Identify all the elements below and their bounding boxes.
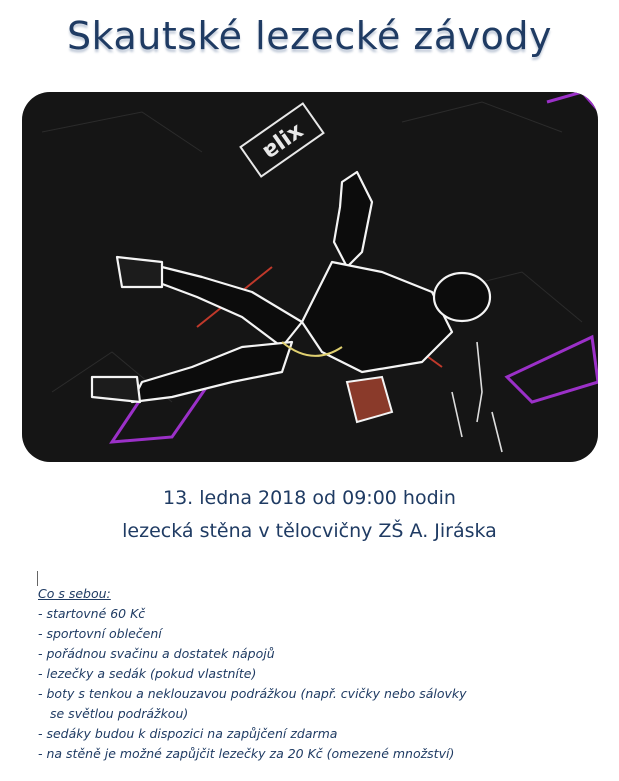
climbing-photo [22, 92, 598, 462]
event-venue: lezecká stěna v tělocvičny ZŠ A. Jiráska [122, 520, 497, 542]
list-item: - startovné 60 Kč [38, 606, 146, 621]
list-item: - boty s tenkou a neklouzavou podrážkou (např. cvičky nebo sálovky [38, 686, 467, 701]
list-item: - sedáky budou k dispozici na zapůjčení zdarma [38, 726, 338, 741]
page-title: Skautské lezecké závody [67, 14, 552, 58]
list-item-continuation: se světlou podrážkou) [50, 706, 189, 721]
climber-illustration [22, 92, 598, 462]
wall-sign: ɐlix [257, 118, 309, 165]
list-item: - sportovní oblečení [38, 626, 162, 641]
bring-heading: Co s sebou: [38, 586, 111, 601]
list-item: - lezečky a sedák (pokud vlastníte) [38, 666, 257, 681]
event-date: 13. ledna 2018 od 09:00 hodin [163, 487, 456, 509]
list-item: - na stěně je možné zapůjčit lezečky za 20 Kč (omezené množství) [38, 746, 455, 761]
list-item: - pořádnou svačinu a dostatek nápojů [38, 646, 275, 661]
bring-list [38, 584, 598, 764]
